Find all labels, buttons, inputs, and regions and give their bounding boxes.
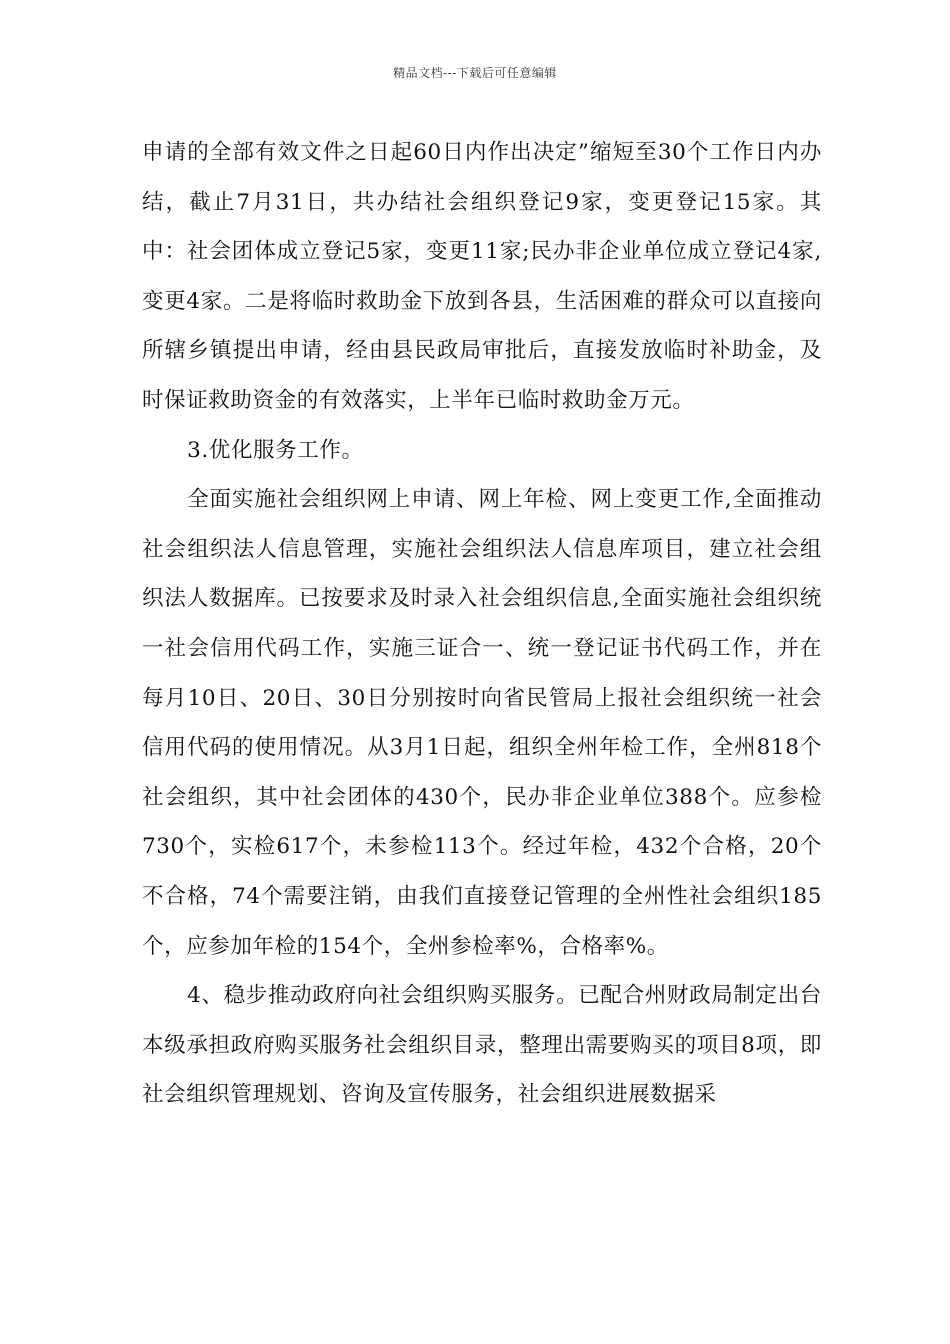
document-body [142, 128, 822, 1120]
paragraph-section-4: 4、稳步推动政府向社会组织购买服务。已配合州财政局制定出台本级承担政府购买服务社会组织目录，整理出需要购买的项目8项，即社会组织管理规划、咨询及宣传服务，社会组织进展数据采 [142, 983, 822, 1108]
page-header: 精品文档---下载后可任意编辑 [393, 66, 557, 80]
paragraph-service-work: 全面实施社会组织网上申请、网上年检、网上变更工作,全面推动社会组织法人信息管理，实施社会组织法人信息库项目，建立社会组织法人数据库。已按要求及时录入社会组织信息,全面实施社会组织统一社会信用代码工作，实施三证合一、统一登记证书代码工作，并在每月10日、20日、30日分别按时向省民管局上报社会组织统一社会信用代码的使用情况。从3月1日起，组织全州年检工作，全州818个社会组织，其中社会团体的430个，民办非企业单位388个。应参检730个，实检617个，未参检113个。经过年检，432个合格，20个不合格，74个需要注销，由我们直接登记管理的全州性社会组织185个，应参加年检的154个，全州参检率%，合格率%。 [142, 487, 822, 959]
paragraph-continuation: 申请的全部有效文件之日起60日内作出决定”缩短至30个工作日内办结，截止7月31日，共办结社会组织登记9家，变更登记15家。其中：社会团体成立登记5家，变更11家;民办非企业单位成立登记4家,变更4家。二是将临时救助金下放到各县，生活困难的群众可以直接向所辖乡镇提出申请，经由县民政局审批后，直接发放临时补助金，及时保证救助资金的有效落实，上半年已临时救助金万元。 [142, 140, 822, 413]
section-heading-3: 3.优化服务工作。 [187, 437, 364, 463]
